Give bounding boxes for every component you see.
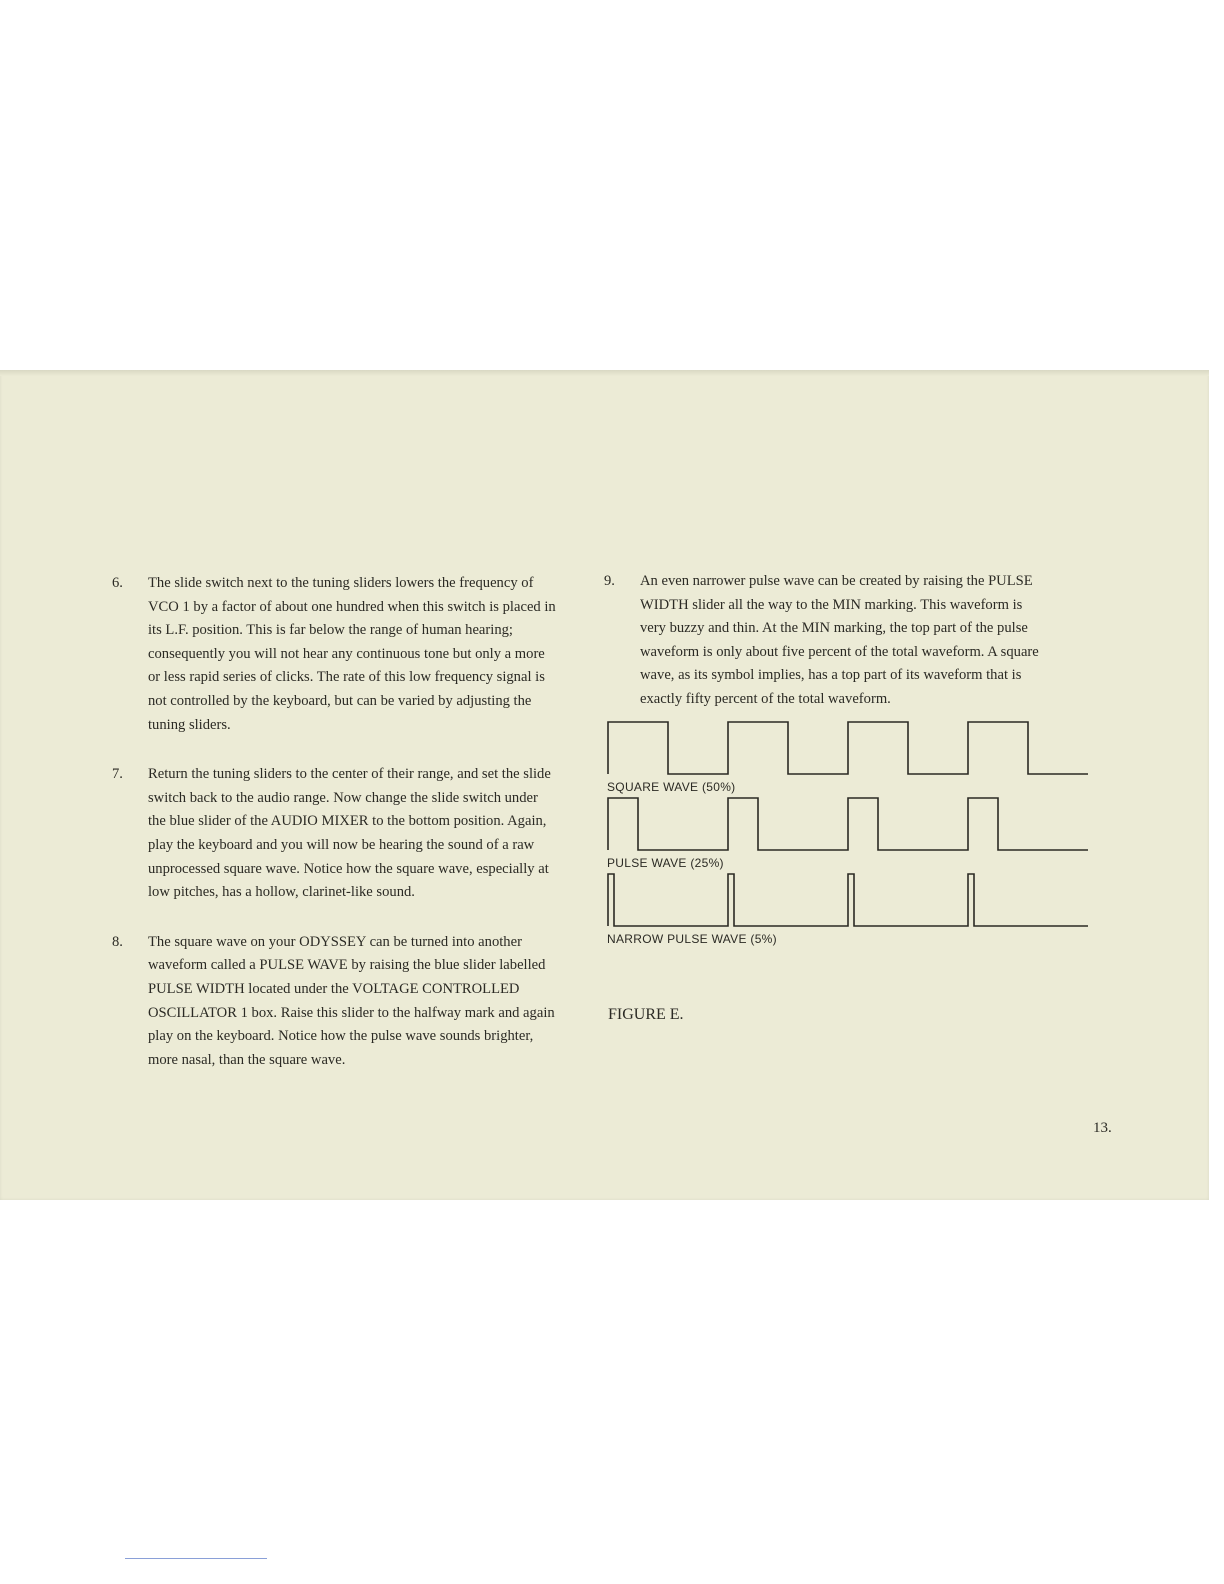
pulse-wave-label: PULSE WAVE (25%) [607, 856, 724, 870]
square-wave-graph [605, 720, 1051, 776]
waveform-line [608, 874, 1088, 926]
item-text: An even narrower pulse wave can be created by raising the PULSE WIDTH slider all the way to the MIN marking. This waveform is very buzzy and thin. At the MIN marking, the top part of the pulse waveform is only about five percent of the total waveform. A square wave, as its symbol implies, has a top part of its waveform that is exactly fifty percent of the total waveform. [640, 573, 1039, 707]
page-number: 13. [1093, 1120, 1112, 1136]
waveform-figure [605, 720, 1055, 948]
narrow-pulse-wave-graph [605, 872, 1051, 928]
right-column [604, 570, 1049, 712]
item-number: 9. [604, 573, 615, 589]
instruction-item-8 [112, 931, 557, 1073]
link-underline [125, 1558, 267, 1559]
waveform-line [608, 798, 1088, 850]
figure-caption: FIGURE E. [608, 1006, 684, 1023]
page-edge-shadow [0, 370, 1209, 376]
waveform-line [608, 722, 1088, 774]
item-number: 6. [112, 575, 123, 591]
instruction-item-9 [604, 570, 1049, 712]
instruction-item-7 [112, 763, 557, 905]
left-column [112, 572, 557, 1072]
manual-page [0, 370, 1209, 1200]
item-number: 8. [112, 933, 123, 950]
item-text: The square wave on your ODYSSEY can be turned into another waveform called a PULSE WAVE by raising the blue slider labelled PULSE WIDTH located under the VOLTAGE CONTROLLED OSCILLATOR 1 box. Raise this slider to the halfway mark and again play on the keyboard. Notice how the pulse wave sounds brighter, more nasal, than the square wave. [148, 933, 555, 1068]
narrow-pulse-wave-diagram [605, 872, 1055, 946]
item-text: The slide switch next to the tuning sliders lowers the frequency of VCO 1 by a factor of about one hundred when this switch is placed in its L.F. position. This is far below the range of human hearing; consequently you will not hear any continuous tone but only a more or less rapid series of clicks. The rate of this low frequency signal is not controlled by the keyboard, but can be varied by adjusting the tuning sliders. [148, 575, 556, 733]
narrow-pulse-wave-label: NARROW PULSE WAVE (5%) [607, 932, 777, 946]
square-wave-label: SQUARE WAVE (50%) [607, 780, 736, 794]
square-wave-diagram [605, 720, 1055, 794]
item-number: 7. [112, 766, 123, 783]
pulse-wave-graph [605, 796, 1051, 852]
instruction-item-6 [112, 572, 557, 737]
item-text: Return the tuning sliders to the center of their range, and set the slide switch back to the audio range. Now change the slide switch under the blue slider of the AUDIO MIXER to the bottom position. Again, play the keyboard and you will now be hearing the sound of a raw unprocessed square wave. Notice how the square wave, especially at low pitches, has a hollow, clarinet-like sound. [148, 766, 551, 901]
pulse-wave-diagram [605, 796, 1055, 870]
